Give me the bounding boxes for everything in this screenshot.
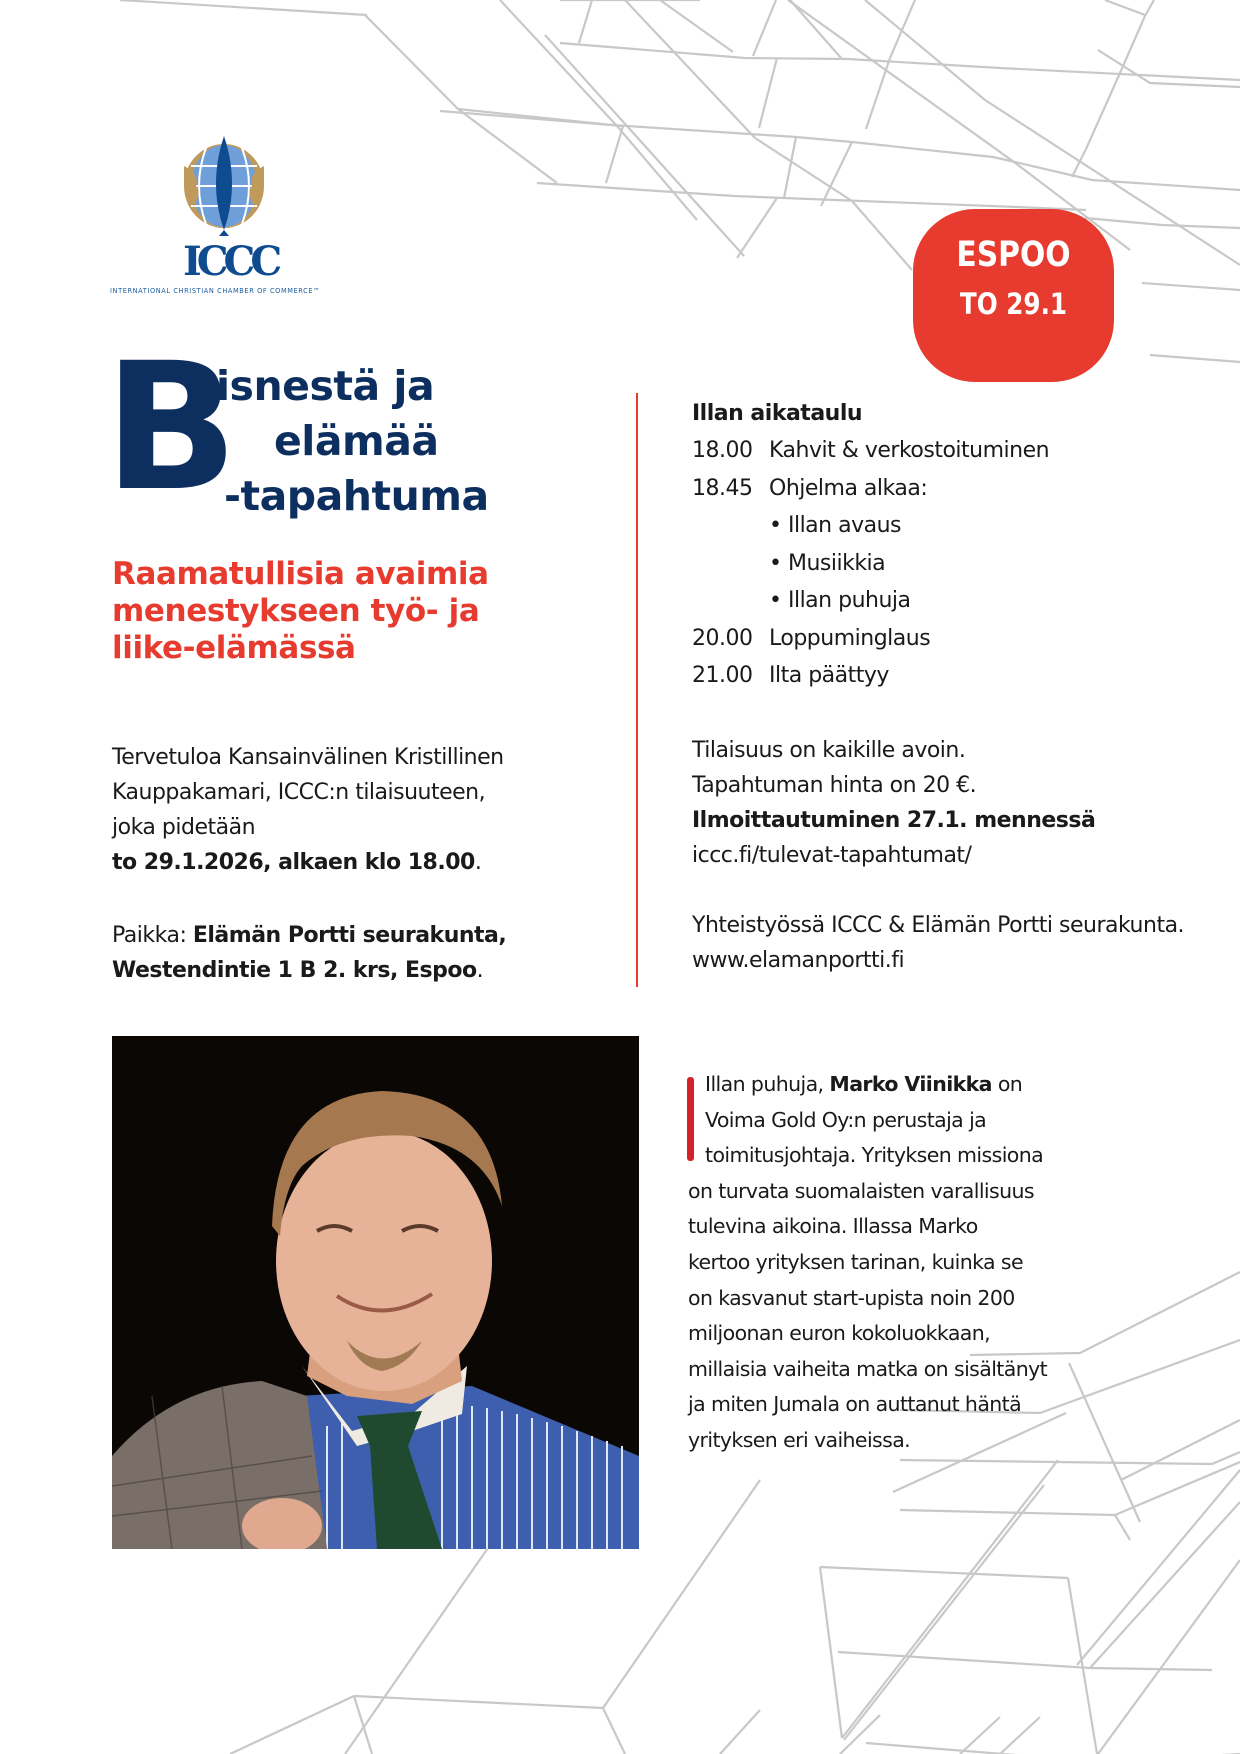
pattern-line (720, 1710, 760, 1754)
schedule-title: Illan aikataulu (692, 401, 863, 426)
schedule-time (692, 507, 769, 545)
schedule-item: Ilta päättyy (769, 663, 889, 688)
intro-line: Kauppakamari, ICCC:n tilaisuuteen, (112, 780, 486, 805)
schedule-item: • Musiikkia (769, 550, 886, 576)
schedule (692, 396, 1049, 695)
pattern-line (788, 0, 1014, 162)
schedule-time (692, 545, 769, 583)
speaker-bio (688, 1067, 1048, 1459)
pattern-line (560, 43, 1240, 80)
schedule-time: 21.00 (692, 663, 753, 688)
pattern-line (579, 0, 592, 43)
pattern-line (784, 137, 796, 198)
schedule-item: • Illan avaus (769, 513, 901, 538)
pattern-line (545, 35, 744, 256)
pattern-line (890, 0, 915, 58)
speaker-name: Marko Viinikka (829, 1072, 992, 1096)
pattern-line (866, 1743, 1240, 1754)
pattern-line (1000, 1717, 1040, 1754)
schedule-item: Ohjelma alkaa: (769, 475, 928, 501)
schedule-row (692, 620, 1049, 658)
pattern-line (1085, 218, 1240, 228)
pattern-line (120, 0, 367, 15)
venue-address-tail: . (476, 958, 484, 983)
pattern-line (1115, 1515, 1130, 1540)
bio-line: yrityksen eri vaiheissa. (688, 1427, 911, 1452)
pattern-line (1098, 1560, 1240, 1754)
website-link[interactable]: www.elamanportti.fi (692, 948, 905, 973)
pattern-line (1068, 1578, 1098, 1754)
bio-lead-tail: on (991, 1072, 1023, 1096)
venue-label: Paikka: (112, 923, 193, 948)
bio-line: millaisia vaiheita matka on sisältänyt (688, 1356, 1048, 1381)
pattern-line (842, 1460, 1058, 1738)
event-datetime-tail: . (474, 850, 482, 875)
pattern-line (345, 1545, 490, 1754)
bio-line: kertoo yrityksen tarinan, kuinka se (688, 1249, 1024, 1274)
registration-link[interactable]: iccc.fi/tulevat-tapahtumat/ (692, 843, 972, 868)
pattern-line (606, 126, 623, 183)
title-initial: B (104, 325, 239, 530)
title-line-2: elämää (274, 417, 439, 465)
globe-emblem-icon (182, 136, 266, 236)
subtitle (112, 556, 552, 667)
bio-line: ja miten Jumala on auttanut häntä (688, 1392, 1022, 1417)
subtitle-line: liike-elämässä (112, 630, 356, 666)
pattern-line (1086, 82, 1116, 149)
subtitle-line: menestykseen työ- ja (112, 593, 480, 629)
bio-line: tulevina aikoina. Illassa Marko (688, 1214, 978, 1239)
bio-line: on turvata suomalaisten varallisuus (688, 1178, 1034, 1203)
speaker-portrait-illustration (112, 1036, 639, 1549)
title-line-1: isnestä ja (216, 362, 435, 410)
pattern-line (458, 109, 1240, 190)
pattern-line (1098, 50, 1240, 87)
pattern-line (365, 15, 458, 109)
speaker-photo (112, 1036, 639, 1549)
badge-date: TO 29.1 (959, 287, 1068, 321)
badge-city: ESPOO (956, 235, 1071, 275)
cooperation-note: Yhteistyössä ICCC & Elämän Portti seurakunta. (692, 913, 1185, 938)
schedule-row (692, 657, 1049, 695)
bio-lead: Illan puhuja, (705, 1072, 830, 1096)
schedule-row (692, 582, 1049, 620)
pattern-line (1090, 1502, 1240, 1668)
bio-line: on kasvanut start-upista noin 200 (688, 1285, 1015, 1310)
schedule-time: 20.00 (692, 625, 753, 651)
pattern-line (1121, 1420, 1240, 1480)
venue-address: Westendintie 1 B 2. krs, Espoo (112, 958, 477, 983)
pattern-line (1077, 1470, 1240, 1665)
pattern-line (354, 1696, 603, 1708)
pattern-line (840, 1715, 880, 1754)
intro-paragraph (112, 740, 504, 880)
schedule-item: Loppuminglaus (769, 625, 931, 651)
schedule-row (692, 470, 1049, 508)
pattern-line (960, 1717, 1000, 1754)
logo-wordmark: ICCC (183, 238, 278, 285)
schedule-row (692, 432, 1049, 470)
location-date-badge (913, 209, 1114, 382)
pattern-line (820, 1567, 1068, 1578)
pattern-line (660, 0, 733, 52)
schedule-item: Kahvit & verkostoituminen (769, 438, 1050, 463)
subtitle-line: Raamatullisia avaimia (112, 556, 489, 592)
pattern-line (820, 1567, 842, 1738)
title-line-3: -tapahtuma (224, 472, 489, 520)
bio-accent-bar (687, 1077, 694, 1161)
pattern-line (1069, 1363, 1140, 1522)
schedule-row (692, 507, 1049, 545)
bio-text (688, 1067, 1048, 1459)
spacer (692, 873, 1184, 908)
schedule-time (692, 582, 769, 620)
pattern-line (440, 111, 623, 126)
venue-name: Elämän Portti seurakunta, (192, 923, 507, 948)
pattern-line (865, 0, 985, 100)
pattern-line (1105, 0, 1145, 15)
pattern-line (617, 126, 697, 220)
pattern-line (755, 138, 852, 201)
pattern-line (537, 183, 1086, 210)
schedule-time: 18.00 (692, 438, 753, 463)
pattern-line (354, 1696, 372, 1754)
schedule-item: • Illan puhuja (769, 588, 911, 613)
pattern-line (230, 1696, 354, 1754)
pattern-line (625, 0, 755, 138)
pattern-line (844, 1485, 1044, 1740)
event-datetime (112, 845, 504, 880)
pattern-line (866, 58, 890, 129)
pattern-line (852, 201, 912, 270)
pattern-line (790, 0, 842, 59)
pattern-line (500, 0, 617, 126)
pattern-line (1072, 149, 1086, 177)
schedule-row (692, 545, 1049, 583)
venue-paragraph (112, 918, 506, 988)
pattern-line (838, 1652, 1212, 1670)
event-datetime-bold: to 29.1.2026, alkaen klo 18.00 (112, 850, 475, 875)
open-to-all: Tilaisuus on kaikille avoin. (692, 738, 966, 763)
bio-line: toimitusjohtaja. Yrityksen missiona (705, 1143, 1044, 1168)
pattern-line (900, 1462, 1240, 1515)
pattern-line (1150, 355, 1240, 362)
pattern-line (753, 0, 776, 56)
pattern-line (1116, 16, 1145, 82)
pattern-line (603, 1708, 625, 1754)
intro-line: Tervetuloa Kansainvälinen Kristillinen (112, 745, 504, 770)
bio-line: miljoonan euron kokoluokkaan, (688, 1321, 991, 1346)
price: Tapahtuman hinta on 20 €. (692, 773, 977, 798)
bio-line: Voima Gold Oy:n perustaja ja (705, 1107, 987, 1132)
pattern-line (759, 58, 777, 128)
logo-tagline: INTERNATIONAL CHRISTIAN CHAMBER OF COMMERCE™ (110, 287, 321, 295)
pattern-line (458, 109, 557, 183)
pattern-line (1145, 0, 1154, 16)
pattern-line (821, 142, 852, 206)
event-info (692, 733, 1184, 978)
intro-line: joka pidetään (112, 815, 256, 840)
column-divider (636, 393, 638, 987)
pattern-line (1142, 283, 1240, 290)
iccc-logo (108, 136, 348, 295)
schedule-time: 18.45 (692, 475, 753, 501)
registration-deadline: Ilmoittautuminen 27.1. mennessä (692, 808, 1096, 833)
pattern-line (737, 198, 777, 258)
